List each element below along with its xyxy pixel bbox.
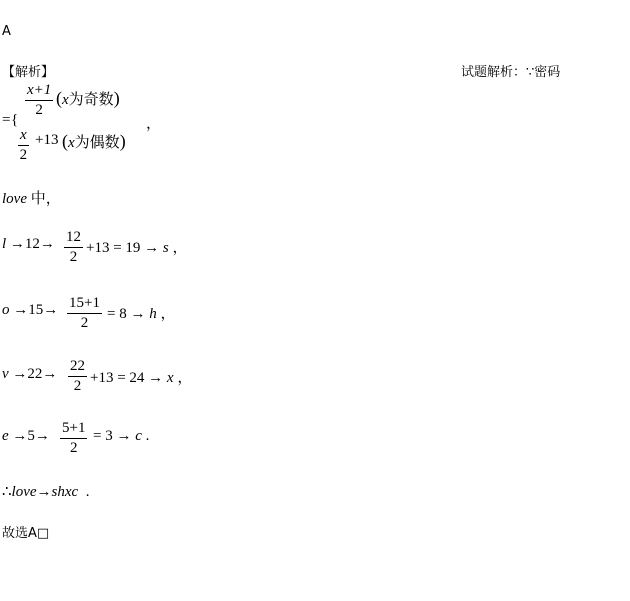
step-tail: = 3 → c .	[93, 428, 150, 444]
case1-fraction	[25, 82, 53, 119]
step-row: o →15→	[2, 302, 59, 318]
answer-label: A	[2, 24, 11, 39]
final-answer: 故选A□	[2, 526, 50, 541]
placeholder-box-icon: □	[36, 526, 50, 541]
case2-numerator: x	[18, 127, 29, 146]
final-choice: A	[28, 526, 37, 541]
word: love	[2, 191, 27, 207]
case1-condition-text: 为奇数	[68, 92, 114, 108]
word-line	[2, 187, 61, 208]
case1-condition: (x为奇数)	[56, 88, 120, 108]
case1-denominator: 2	[35, 102, 43, 118]
case2-condition-text: 为偶数	[74, 135, 120, 151]
case1-numerator: x+1	[25, 82, 53, 101]
conclusion: ∴love→shxc .	[2, 484, 90, 500]
step-fraction: $\frac{22}{2}$	[70, 358, 85, 394]
piecewise-brace: {	[11, 112, 19, 128]
case2-rest: +13	[35, 132, 59, 148]
step-row: e →5→	[2, 428, 50, 444]
piecewise-trail: ，	[146, 116, 162, 132]
step-fraction: $\frac{12}{2}$	[66, 229, 81, 265]
piecewise-eq: =	[2, 112, 11, 128]
word-suffix: 中，	[26, 191, 61, 207]
step-fraction: $\frac{5+1}{2}$	[62, 420, 86, 456]
step-row: l →12→	[2, 236, 55, 252]
analysis-intro: 试题解析：∵密码	[461, 65, 561, 80]
step-tail: +13 = 24 → x ，	[90, 370, 193, 386]
case2-fraction	[18, 127, 29, 164]
therefore-symbol: ∴	[2, 484, 12, 500]
case2-denominator: 2	[19, 147, 28, 163]
case2-condition: (x为偶数)	[62, 131, 126, 151]
step-row: v →22→	[2, 366, 58, 382]
step-tail: = 8 → h ，	[107, 306, 176, 322]
step-fraction: $\frac{15+1}{2}$	[69, 295, 100, 331]
step-tail: +13 = 19 → s ，	[86, 240, 188, 256]
analysis-tag: 【解析】	[2, 65, 55, 80]
